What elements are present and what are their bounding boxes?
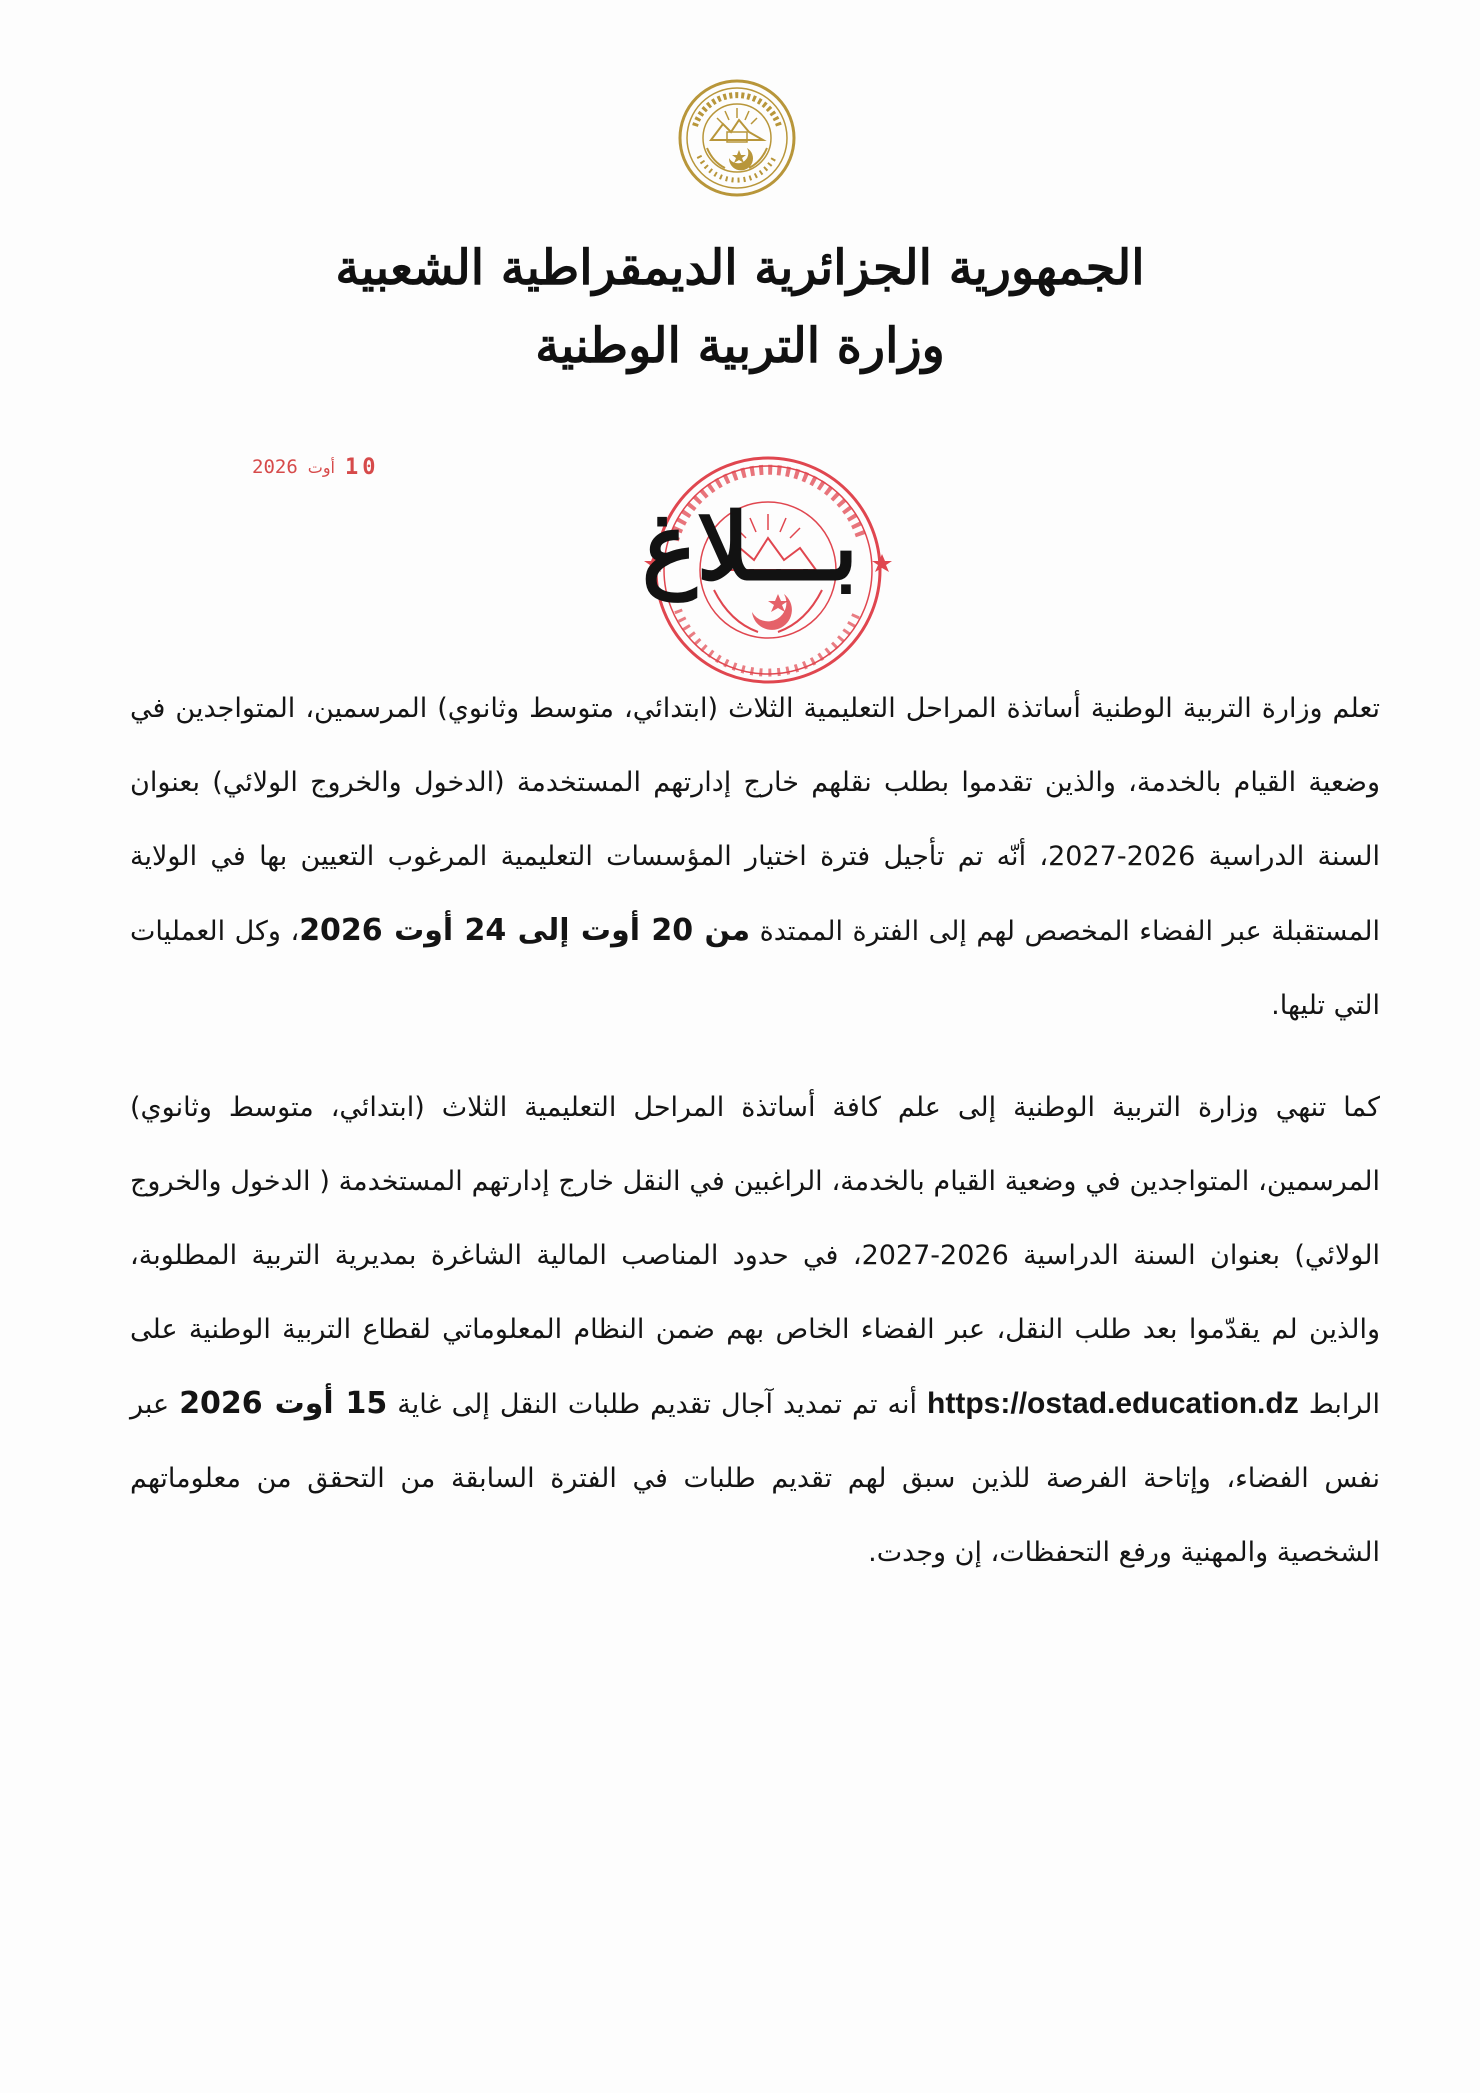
notice-paragraph-2 <box>130 1071 1380 1590</box>
notice-paragraph-1 <box>130 672 1380 1043</box>
ministry-title: وزارة التربية الوطنية <box>535 318 945 374</box>
paragraph-2-text: كما تنهي وزارة التربية الوطنية إلى علم كافة أساتذة المراحل التعليمية الثلاث (ابتدائي، متوسط وثانوي) المرسمين، المتواجدين في وضعية القيام بالخدمة، الراغبين في النقل خارج إدارتهم المستخدمة ( الدخول والخروج الولائي) بعنوان السنة الدراسية 2026-2027، في حدود المناصب المالية الشاغرة بمديرية التربية المطلوبة، والذين لم يقدّموا بعد طلب النقل، عبر الفضاء الخاص بهم ضمن النظام المعلوماتي لقطاع التربية الوطنية على الرابط <box>130 1092 1381 1420</box>
ostad-platform-link[interactable]: https://ostad.education.dz <box>927 1387 1299 1420</box>
paragraph-1-dates: من 20 أوت إلى 24 أوت 2026 <box>299 913 751 948</box>
paragraph-2-deadline: 15 أوت 2026 <box>179 1386 388 1421</box>
date-stamp-year: 2026 <box>252 456 298 478</box>
paragraph-1-end: ، وكل العمليات التي تليها. <box>130 916 1380 1021</box>
republic-title: الجمهورية الجزائرية الديمقراطية الشعبية <box>335 240 1145 296</box>
notice-title: بـــلاغ <box>641 493 859 601</box>
paragraph-2-end: عبر نفس الفضاء، وإتاحة الفرصة للذين سبق لهم تقديم طلبات في الفترة السابقة من التحقق من معلوماتهم الشخصية والمهنية ورفع التحفظات، إن وجدت. <box>130 1389 1380 1568</box>
date-stamp-month: أوت <box>307 457 335 477</box>
date-stamp <box>252 452 402 482</box>
paragraph-2-middle: أنه تم تمديد آجال تقديم طلبات النقل إلى غاية <box>387 1389 928 1420</box>
date-stamp-day: 10 <box>345 454 380 480</box>
paragraph-1-text: تعلم وزارة التربية الوطنية أساتذة المراحل التعليمية الثلاث (ابتدائي، متوسط وثانوي) المرسمين، المتواجدين في وضعية القيام بالخدمة، والذين تقدموا بطلب نقلهم خارج إدارتهم المستخدمة (الدخول والخروج الولائي) بعنوان السنة الدراسية 2026-2027، أنّه تم تأجيل فترة اختيار المؤسسات التعليمية المرغوب التعيين بها في الولاية المستقبلة عبر الفضاء المخصص لهم إلى الفترة الممتدة <box>130 693 1381 947</box>
national-emblem-icon <box>677 78 797 198</box>
